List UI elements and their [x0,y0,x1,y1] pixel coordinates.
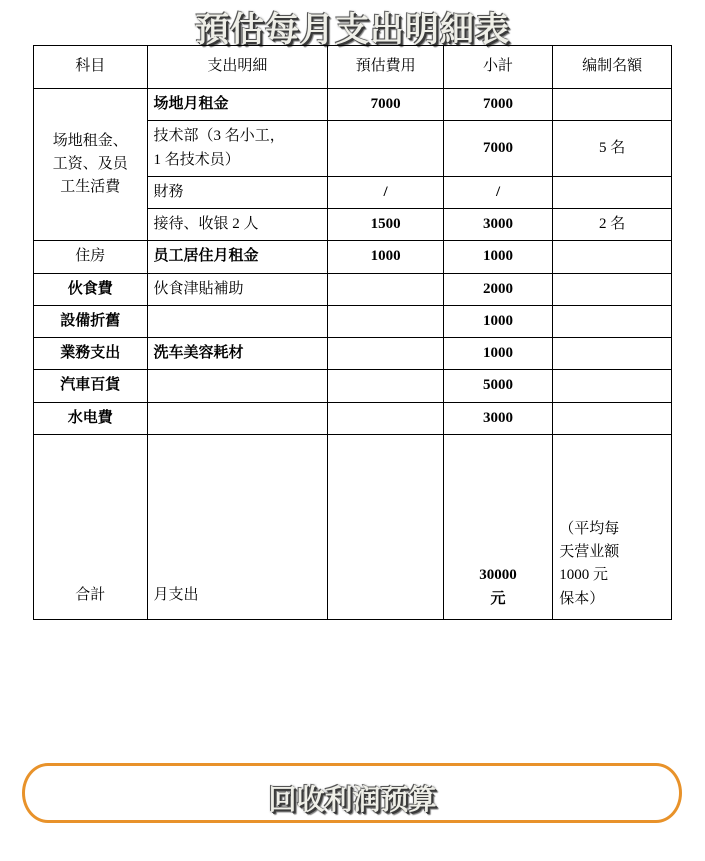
cell-estimate: 1500 [328,209,444,241]
total-subtotal-line: 元 [490,590,506,607]
cell-estimate: 1000 [328,241,444,273]
total-note-line: 天营业额 [559,544,620,560]
cell-detail: 財務 [147,176,328,208]
total-subtotal [443,434,552,619]
cell-estimate [328,273,444,305]
total-detail: 月支出 [147,434,328,619]
table-row-total [34,434,672,619]
table-header-cell: 编制名額 [553,46,672,89]
cell-estimate [328,402,444,434]
cell-subtotal: 1000 [443,338,552,370]
group-label-site-rent [34,89,148,241]
cell-quota [553,89,672,121]
cell-subtotal: 7000 [443,121,552,177]
total-subtotal-line: 30000 [479,567,517,584]
group-label-line: 工资、及员 [52,156,128,172]
cell-quota [553,305,672,337]
cell-detail [147,370,328,402]
cell-estimate: 7000 [328,89,444,121]
table-row [34,338,672,370]
cell-estimate [328,305,444,337]
group-label-line: 工生活費 [60,179,121,196]
cell-detail: 场地月租金 [147,89,328,121]
table-row [34,370,672,402]
total-estimate [328,434,444,619]
group-label-meals: 伙食費 [34,273,148,305]
cell-detail-line: 技术部（3 名小工， [153,128,285,145]
cell-subtotal: 3000 [443,402,552,434]
cell-detail: 洗车美容耗材 [147,338,328,370]
table-row [34,273,672,305]
group-label-depreciation: 設備折舊 [34,305,148,337]
cell-detail: 接待、收银 2 人 [147,209,328,241]
cell-subtotal: 2000 [443,273,552,305]
cell-detail: 伙食津貼補助 [147,273,328,305]
budget-table-container [33,45,672,620]
cell-subtotal: 1000 [443,305,552,337]
cell-quota [553,338,672,370]
table-header-cell: 科目 [34,46,148,89]
table-header-row [34,46,672,89]
cell-detail-line: 1 名技术员） [153,151,240,168]
cell-subtotal: 3000 [443,209,552,241]
group-label-utilities: 水电費 [34,402,148,434]
group-label-housing: 住房 [34,241,148,273]
cell-quota: 5 名 [553,121,672,177]
cell-estimate: / [328,176,444,208]
table-header-cell: 小計 [443,46,552,89]
cell-subtotal: 1000 [443,241,552,273]
table-header-cell: 支出明細 [147,46,328,89]
table-row [34,89,672,121]
table-row [34,402,672,434]
cell-detail: 员工居住月租金 [147,241,328,273]
cell-quota [553,176,672,208]
table-row [34,305,672,337]
cell-quota [553,402,672,434]
bottom-banner-title: 回收利润预算 [268,783,437,816]
cell-subtotal: / [443,176,552,208]
cell-quota [553,370,672,402]
cell-estimate [328,370,444,402]
cell-detail [147,121,328,177]
total-label: 合計 [34,434,148,619]
cell-subtotal: 7000 [443,89,552,121]
table-header-cell: 預估費用 [328,46,444,89]
total-note-line: 保本） [559,590,605,607]
total-note-line: 1000 元 [559,567,608,584]
cell-detail [147,305,328,337]
page-title: 預估每月支出明細表 [195,10,510,50]
group-label-line: 场地租金、 [52,132,128,149]
total-note [553,434,672,619]
cell-estimate [328,338,444,370]
total-note-line: （平均每 [559,520,620,537]
cell-detail [147,402,328,434]
budget-table [33,45,672,620]
cell-subtotal: 5000 [443,370,552,402]
cell-estimate [328,121,444,177]
cell-quota: 2 名 [553,209,672,241]
cell-quota [553,273,672,305]
cell-quota [553,241,672,273]
group-label-business: 業務支出 [34,338,148,370]
table-row [34,241,672,273]
group-label-auto-goods: 汽車百貨 [34,370,148,402]
